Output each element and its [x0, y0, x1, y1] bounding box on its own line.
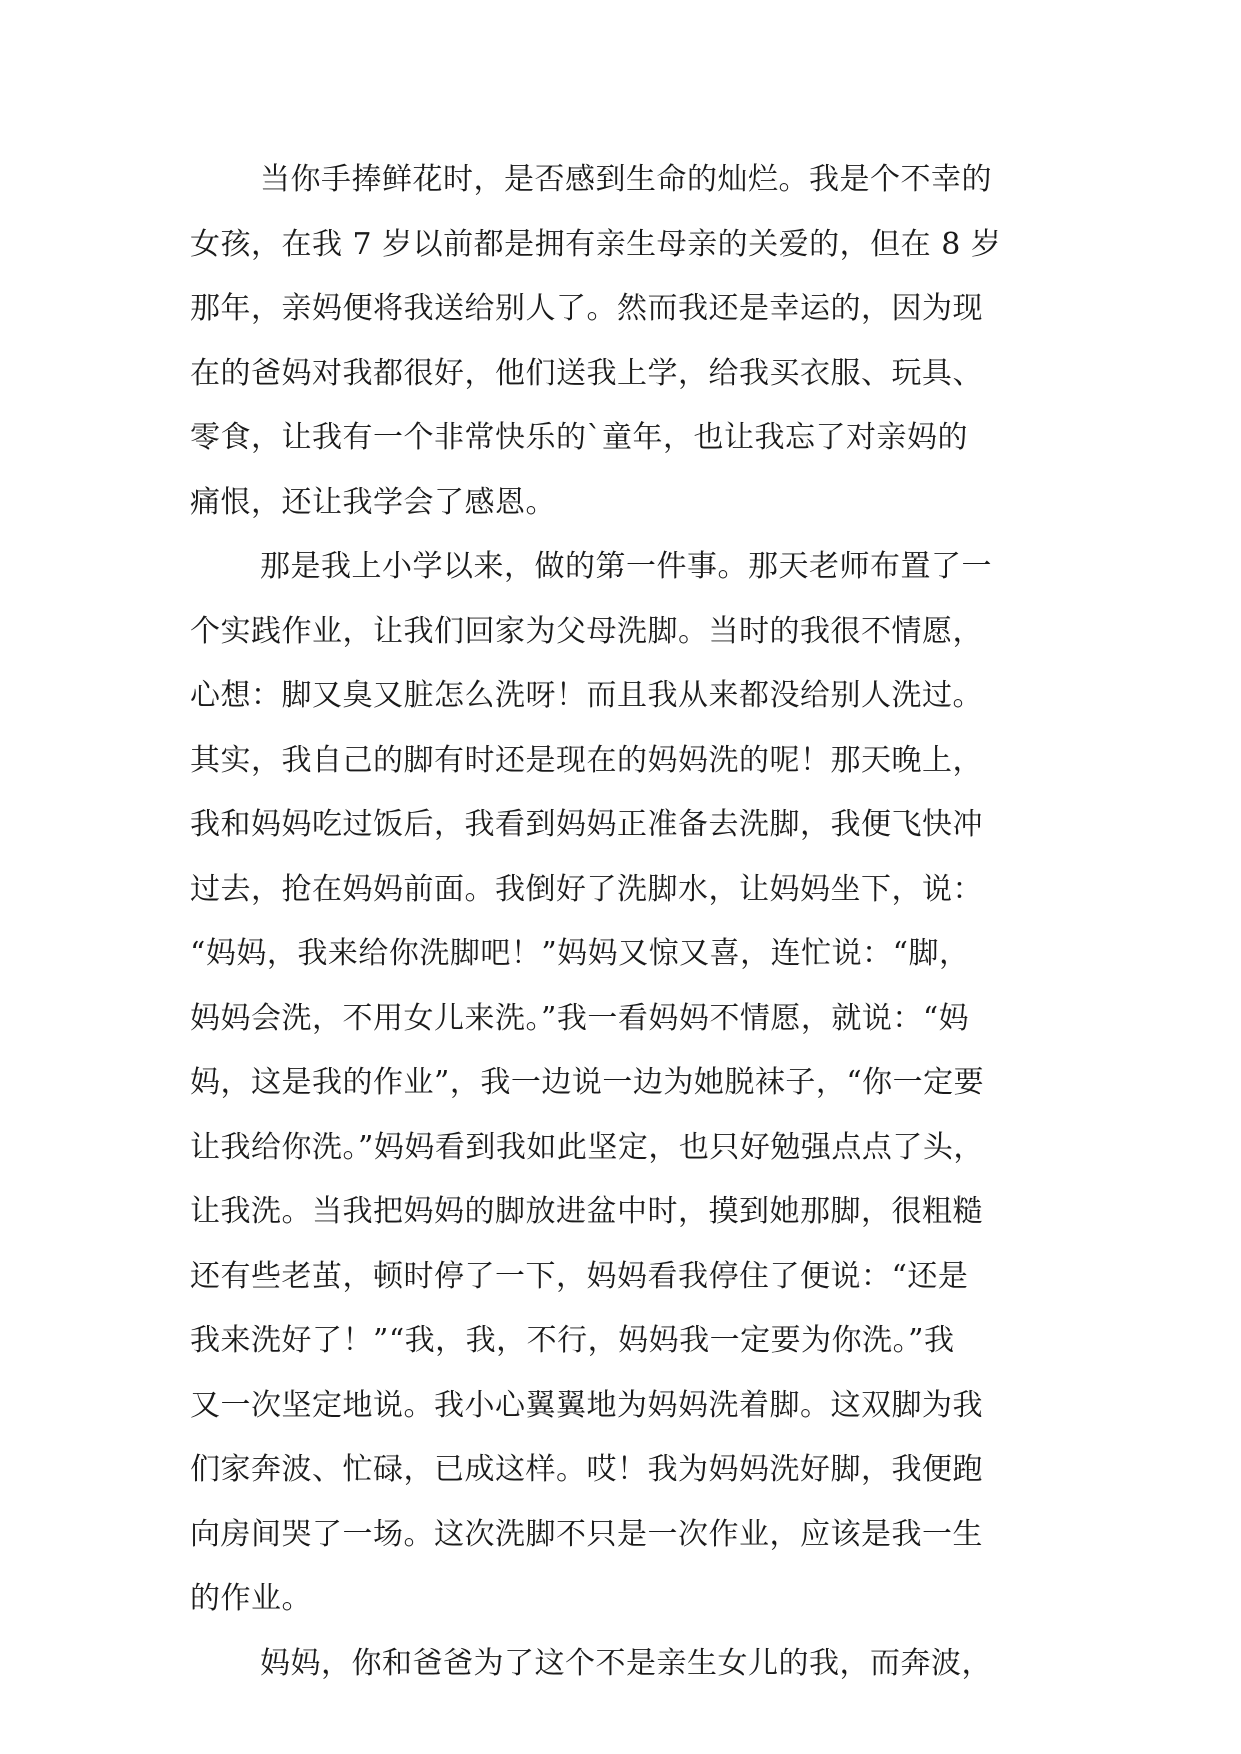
paragraph-1-line-2: 女孩，在我 7 岁以前都是拥有亲生母亲的关爱的，但在 8 岁 [190, 226, 1002, 262]
paragraph-2-line-2: 个实践作业，让我们回家为父母洗脚。当时的我很不情愿， [190, 613, 983, 649]
paragraph-2-line-1: 那是我上小学以来，做的第一件事。那天老师布置了一 [260, 549, 992, 584]
paragraph-2-line-17: 的作业。 [190, 1581, 312, 1616]
paragraph-2-line-10: 让我给你洗。”妈妈看到我如此坚定，也只好勉强点点了头， [190, 1129, 984, 1165]
essay-body [190, 160, 1070, 1708]
paragraph-2-line-11: 让我洗。当我把妈妈的脚放进盆中时，摸到她那脚，很粗糙 [190, 1194, 983, 1229]
paragraph-2-line-3: 心想：脚又臭又脏怎么洗呀！而且我从来都没给别人洗过。 [190, 678, 983, 713]
paragraph-2-line-8: 妈妈会洗，不用女儿来洗。”我一看妈妈不情愿，就说：“妈 [190, 1000, 970, 1036]
paragraph-2-line-13: 我来洗好了！”“我，我，不行，妈妈我一定要为你洗。”我 [190, 1323, 955, 1358]
paragraph-2-line-9: 妈，这是我的作业”，我一边说一边为她脱袜子，“你一定要 [190, 1065, 985, 1100]
paragraph-2-line-4: 其实，我自己的脚有时还是现在的妈妈洗的呢！那天晚上， [190, 742, 983, 778]
paragraph-2-line-16: 向房间哭了一场。这次洗脚不只是一次作业，应该是我一生 [190, 1516, 983, 1552]
paragraph-1-line-4: 在的爸妈对我都很好，他们送我上学，给我买衣服、玩具、 [190, 355, 983, 391]
paragraph-1-line-6: 痛恨，还让我学会了感恩。 [190, 484, 556, 520]
paragraph-1-line-5: 零食，让我有一个非常快乐的`童年，也让我忘了对亲妈的 [190, 420, 968, 455]
paragraph-2-line-14: 又一次坚定地说。我小心翼翼地为妈妈洗着脚。这双脚为我 [190, 1387, 983, 1423]
paragraph-2-line-12: 还有些老茧，顿时停了一下，妈妈看我停住了便说：“还是 [190, 1258, 969, 1294]
paragraph-3-line-1: 妈妈，你和爸爸为了这个不是亲生女儿的我，而奔波， [260, 1645, 992, 1681]
paragraph-1-line-3: 那年，亲妈便将我送给别人了。然而我还是幸运的，因为现 [190, 291, 983, 326]
paragraph-2-line-5: 我和妈妈吃过饭后，我看到妈妈正准备去洗脚，我便飞快冲 [190, 807, 983, 842]
paragraph-1-line-1: 当你手捧鲜花时，是否感到生命的灿烂。我是个不幸的 [260, 162, 992, 197]
paragraph-2-line-15: 们家奔波、忙碌，已成这样。哎！我为妈妈洗好脚，我便跑 [190, 1452, 983, 1487]
paragraph-2-line-7: “妈妈，我来给你洗脚吧！”妈妈又惊又喜，连忙说：“脚， [190, 936, 970, 971]
paragraph-2-line-6: 过去，抢在妈妈前面。我倒好了洗脚水，让妈妈坐下，说： [190, 871, 983, 907]
